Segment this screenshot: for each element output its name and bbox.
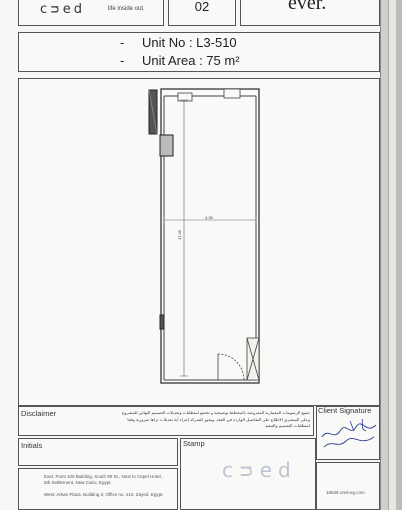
page-shadow [396,0,402,510]
stamp-logo: cᴝed [222,458,297,482]
bullet-dash: - [120,35,125,50]
binding-edge [380,0,388,510]
disclaimer-text: جميع الرسومات المعمارية المعروضة بالمخطط توضيحية و تخضع لمتطلبات وتعديلات التصميم النهائي للمشروع وعلى المشتري الاطلاع على التفاصيل الواردة في العقد. ويجوز للشركة إجراء أية تعديلات تراها ضرورية وفقا لمتطلبات التصميم والتنفيذ [121,410,310,428]
handwritten-signature [320,415,378,453]
initials-label: Initials [21,441,43,450]
fixture-block [160,135,173,156]
address-line-3: West: Arkan Plaza, Building 3, Office no. 210, Zayed, Egypt. [44,492,164,497]
disclaimer-label: Disclaimer [21,409,57,418]
wall-marker [160,315,164,329]
ever-brand: ever. [288,0,327,14]
floor-number: 02 [194,0,210,14]
contact-box [316,462,380,510]
door-swing-arc [218,354,244,380]
address-line-2: 5th Settlement, New Cairo, Egypt. [44,480,112,485]
client-signature-label: Client Signature [318,406,372,415]
cred-logo: cᴝed [40,2,85,17]
width-dimension: 4.30 [205,215,213,220]
top-opening-2 [224,89,240,98]
unit-area: Unit Area : 75 m² [142,53,240,68]
length-dimension: 17.45 [177,229,182,240]
unit-number: Unit No : L3-510 [142,35,237,50]
tagline: life inside out. [108,6,145,12]
bullet-dash: - [120,53,125,68]
address-line-1: East: Point 100 Building, South 90 St., Next to Cepel Hotel, [44,474,162,479]
stamp-label: Stamp [183,439,205,448]
hotline: 16639 cred-eg.com [326,490,365,495]
unit-outline [161,89,259,383]
